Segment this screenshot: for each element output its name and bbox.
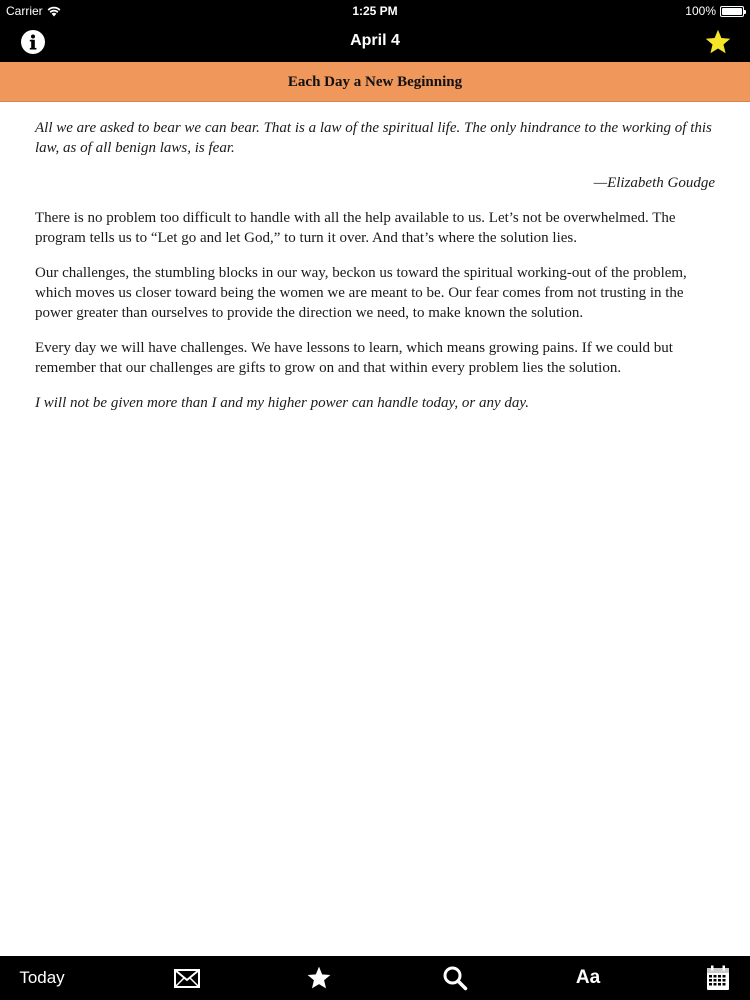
daily-quote: All we are asked to bear we can bear. That is a law of the spiritual life. The only hindrance to the working of this law, as of all benign laws, is fear. bbox=[35, 120, 712, 156]
status-time: 1:25 PM bbox=[352, 4, 398, 18]
tab-bar bbox=[0, 956, 750, 1000]
status-bar bbox=[0, 0, 750, 22]
page-title: April 4 bbox=[350, 32, 400, 49]
star-icon bbox=[704, 28, 732, 56]
reading-paragraph: Every day we will have challenges. We have lessons to learn, which means growing pains. If we could but remember that our challenges are gifts to grow on and that within every problem lies the solution. bbox=[35, 340, 673, 376]
reading-content bbox=[35, 118, 715, 428]
carrier-label: Carrier bbox=[6, 4, 43, 18]
calendar-button[interactable] bbox=[700, 956, 736, 1000]
calendar-icon bbox=[706, 965, 730, 991]
favorites-tab-button[interactable] bbox=[302, 956, 336, 1000]
font-size-button[interactable]: Aa bbox=[575, 967, 601, 988]
battery-icon bbox=[720, 6, 744, 17]
today-button[interactable]: Today bbox=[19, 968, 65, 987]
favorite-button[interactable] bbox=[704, 28, 732, 56]
search-icon bbox=[442, 965, 468, 991]
email-button[interactable] bbox=[170, 956, 204, 1000]
battery-indicator bbox=[685, 4, 744, 18]
quote-attribution: —Elizabeth Goudge bbox=[593, 175, 715, 191]
mail-icon bbox=[174, 969, 200, 988]
star-icon bbox=[306, 965, 332, 991]
nav-bar bbox=[0, 22, 750, 62]
daily-affirmation: I will not be given more than I and my higher power can handle today, or any day. bbox=[35, 395, 529, 411]
book-title-header: Each Day a New Beginning bbox=[0, 62, 750, 102]
battery-percent: 100% bbox=[685, 4, 716, 18]
reading-paragraph: There is no problem too difficult to handle with all the help available to us. Let’s not be overwhelmed. The program tells us to “Let go and let God,” to turn it over. And that’s where the solution lies. bbox=[35, 210, 676, 246]
reading-paragraph: Our challenges, the stumbling blocks in our way, beckon us toward the spiritual working-out of the problem, which moves us closer toward being the women we are meant to be. Our fear comes from not trusting in the power greater than ourselves to provide the direction we need, to make known the solution. bbox=[35, 265, 687, 321]
search-button[interactable] bbox=[438, 956, 472, 1000]
